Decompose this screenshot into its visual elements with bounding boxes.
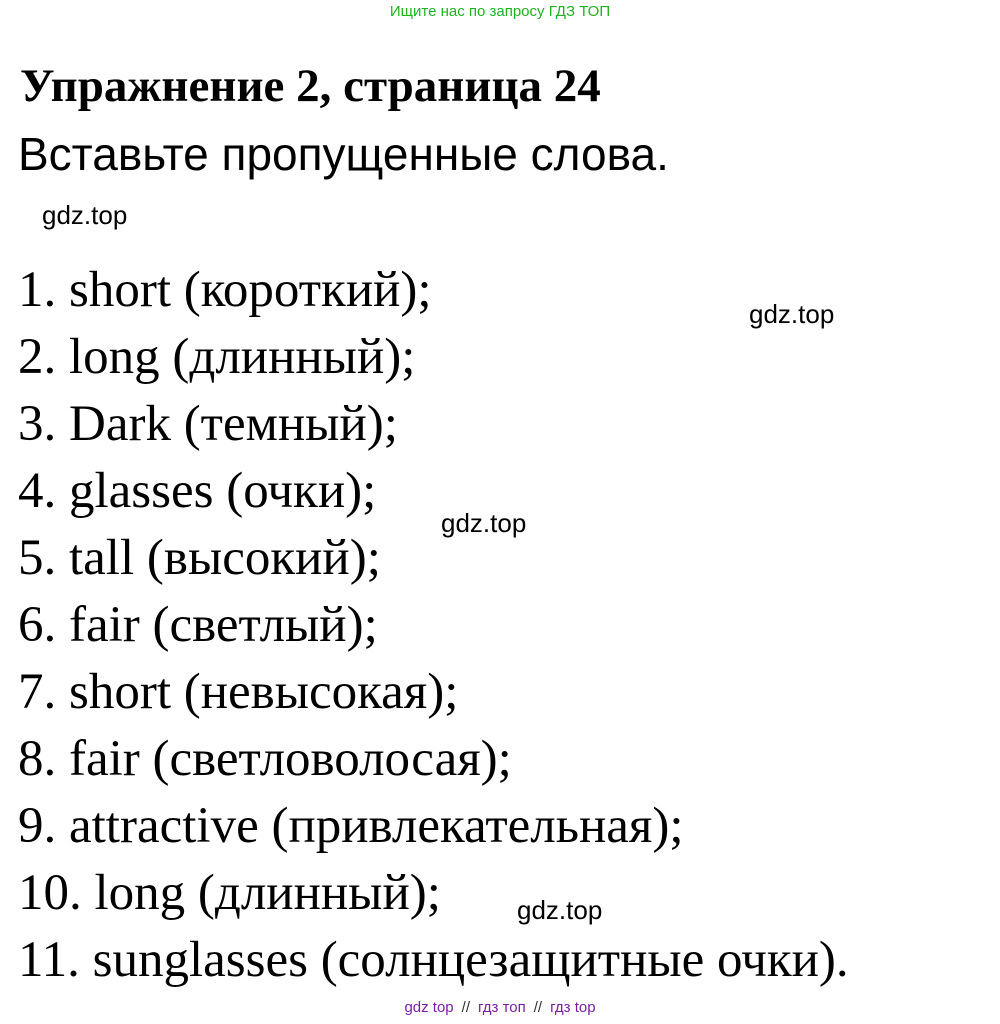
answer-item: 6. fair (светлый); <box>18 597 378 653</box>
footer-separator: // <box>461 999 470 1016</box>
answer-item: 1. short (короткий); <box>18 262 432 318</box>
footer-link-gdz-top[interactable]: gdz top <box>404 999 454 1016</box>
answer-item: 4. glasses (очки); <box>18 463 377 519</box>
watermark: gdz.top <box>441 508 527 538</box>
footer-links <box>0 997 1000 1019</box>
answer-item: 3. Dark (темный); <box>18 396 398 452</box>
answer-item: 9. attractive (привлекательная); <box>18 798 684 854</box>
watermark: gdz.top <box>42 200 128 230</box>
answer-item: 8. fair (светловолосая); <box>18 731 512 787</box>
answer-item: 11. sunglasses (солнцезащитные очки). <box>18 932 849 988</box>
answer-item: 5. tall (высокий); <box>18 530 381 586</box>
footer-link-gdz-top-ru[interactable]: гдз топ <box>478 999 526 1016</box>
answer-item: 10. long (длинный); <box>18 865 441 921</box>
watermark: gdz.top <box>517 895 603 925</box>
answer-list <box>18 257 849 994</box>
exercise-title: Упражнение 2, страница 24 <box>20 60 601 112</box>
answer-item: 7. short (невысокая); <box>18 664 459 720</box>
answer-item: 2. long (длинный); <box>18 329 416 385</box>
watermark: gdz.top <box>749 299 835 329</box>
top-banner-link[interactable]: Ищите нас по запросу ГДЗ ТОП <box>389 3 611 20</box>
footer-link-gdz-top-mixed[interactable]: гдз top <box>550 999 596 1016</box>
footer-separator: // <box>533 999 543 1016</box>
exercise-instruction: Вставьте пропущенные слова. <box>18 128 669 180</box>
